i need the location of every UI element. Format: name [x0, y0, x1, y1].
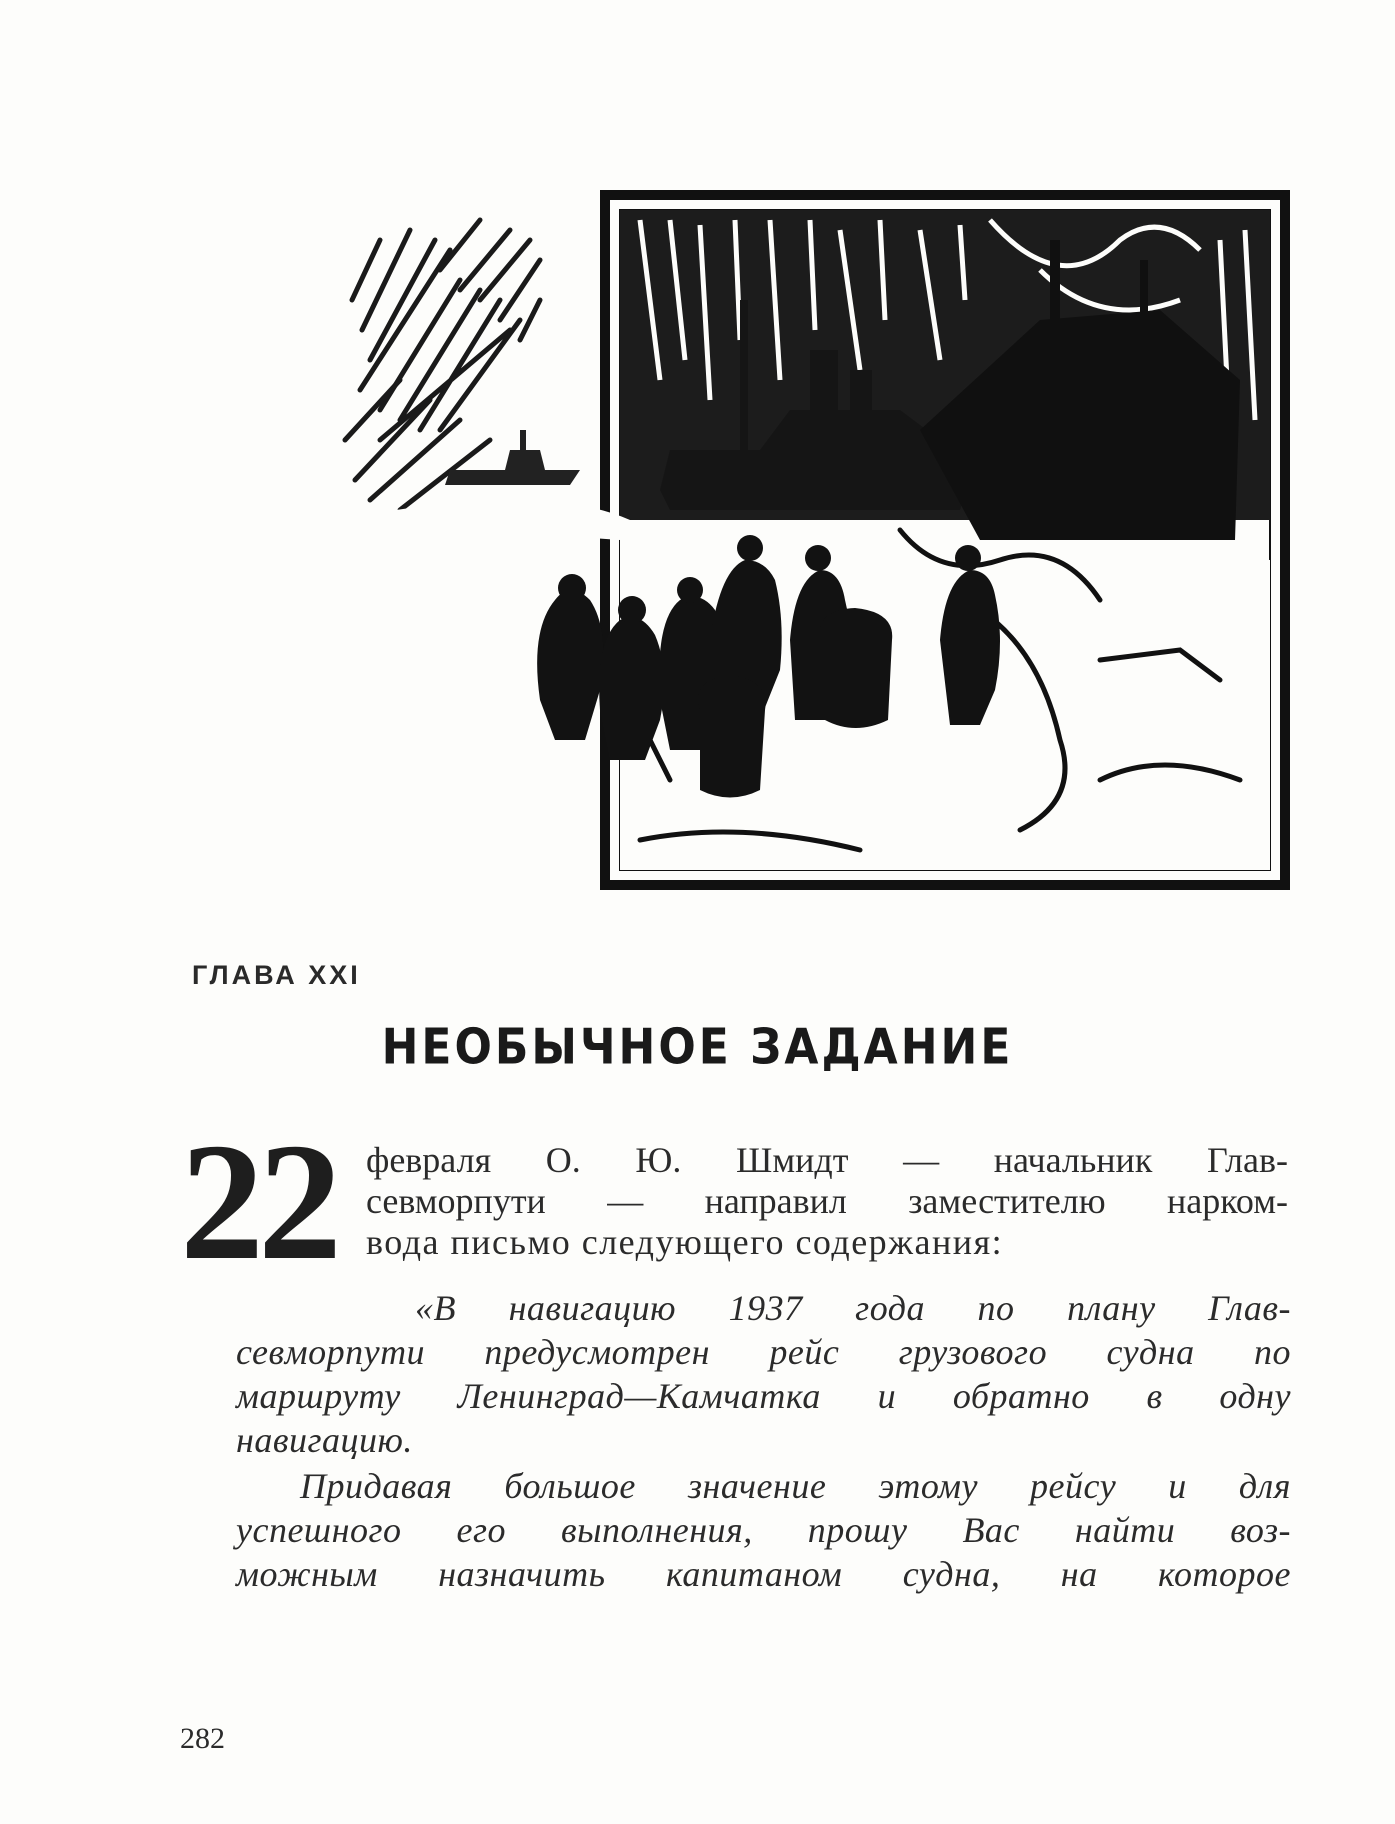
- quote-line: маршруту Ленинград—Камчатка и обратно в одну: [236, 1376, 1291, 1416]
- woodcut-ships-in-ice-icon: [340, 180, 1290, 895]
- quote-line: навигацию.: [236, 1420, 413, 1460]
- quote-line: Придавая большое значение этому рейсу и для: [300, 1466, 1291, 1506]
- chapter-title: НЕОБЫЧНОЕ ЗАДАНИЕ: [381, 1018, 1014, 1077]
- quote-line: успешного его выполнения, прошу Вас найти воз-: [236, 1510, 1291, 1550]
- quote-line: можным назначить капитаном судна, на которое: [236, 1554, 1291, 1594]
- intro-line: севморпути — направил заместителю нарком-: [366, 1181, 1288, 1221]
- intro-line: февраля О. Ю. Шмидт — начальник Глав-: [366, 1140, 1288, 1180]
- quote-line: севморпути предусмотрен рейс грузового судна по: [236, 1332, 1291, 1372]
- chapter-label: ГЛАВА XXI: [192, 960, 361, 990]
- drop-cap-number: 22: [180, 1109, 336, 1295]
- page-number: 282: [180, 1722, 225, 1755]
- intro-line: вода письмо следующего содержания:: [366, 1222, 1004, 1262]
- chapter-illustration: [340, 180, 1290, 895]
- quote-line: «В навигацию 1937 года по плану Глав-: [415, 1288, 1291, 1328]
